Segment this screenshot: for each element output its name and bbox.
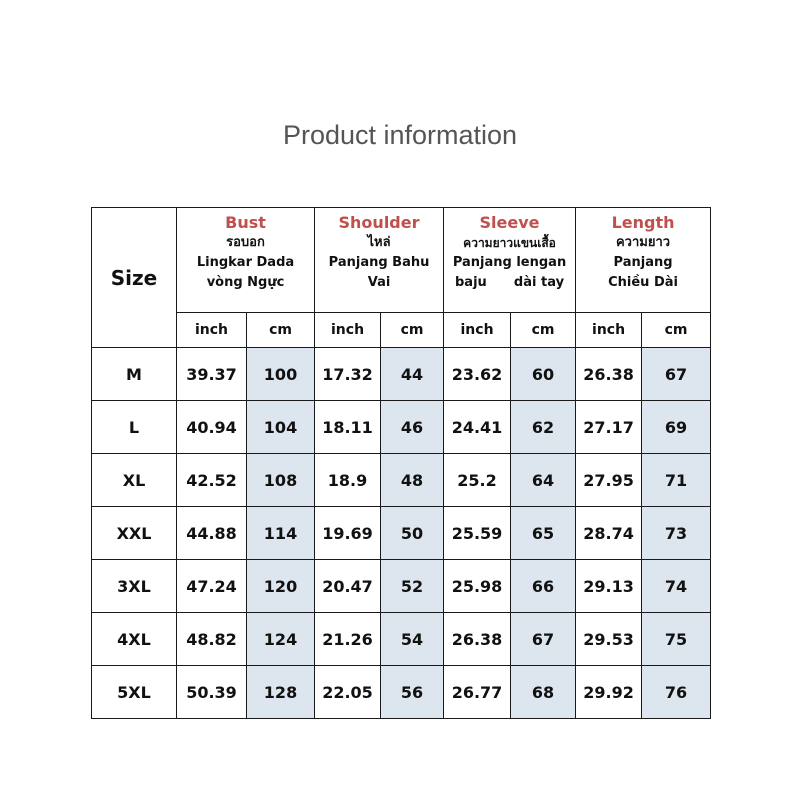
size-cell: XXL [92, 507, 177, 560]
bust-label: Bust [225, 213, 266, 232]
table-row [92, 401, 711, 454]
value-cell: 75 [642, 613, 711, 666]
value-cell: 64 [511, 454, 576, 507]
value-cell: 108 [247, 454, 315, 507]
page-title: Product information [282, 120, 518, 150]
shoulder-label: Shoulder [338, 213, 420, 232]
value-cell: 18.9 [315, 454, 381, 507]
shoulder-label-th: ไหล่ [367, 235, 391, 250]
sleeve-inch-header: inch [444, 313, 511, 348]
value-cell: 50.39 [177, 666, 247, 719]
value-cell: 20.47 [315, 560, 381, 613]
length-label-th: ความยาว [615, 235, 671, 250]
table-row [92, 507, 711, 560]
length-label: Length [611, 213, 675, 232]
value-cell: 18.11 [315, 401, 381, 454]
length-header [576, 208, 711, 313]
value-cell: 124 [247, 613, 315, 666]
value-cell: 24.41 [444, 401, 511, 454]
value-cell: 52 [381, 560, 444, 613]
sleeve-label-th: ความยาวแขนเสื้อ [463, 236, 556, 250]
value-cell: 104 [247, 401, 315, 454]
shoulder-inch-header: inch [315, 313, 381, 348]
value-cell: 73 [642, 507, 711, 560]
value-cell: 26.77 [444, 666, 511, 719]
value-cell: 74 [642, 560, 711, 613]
value-cell: 66 [511, 560, 576, 613]
value-cell: 28.74 [576, 507, 642, 560]
value-cell: 44.88 [177, 507, 247, 560]
value-cell: 68 [511, 666, 576, 719]
value-cell: 60 [511, 348, 576, 401]
bust-label-th: รอบอก [226, 235, 265, 250]
value-cell: 27.17 [576, 401, 642, 454]
value-cell: 50 [381, 507, 444, 560]
table-row [92, 560, 711, 613]
value-cell: 26.38 [576, 348, 642, 401]
size-cell: 3XL [92, 560, 177, 613]
value-cell: 100 [247, 348, 315, 401]
bust-label-vi: vòng Ngực [206, 275, 285, 290]
length-label-vi: Chiều Dài [608, 275, 678, 290]
value-cell: 22.05 [315, 666, 381, 719]
value-cell: 25.2 [444, 454, 511, 507]
value-cell: 67 [511, 613, 576, 666]
sleeve-label-vi: baju dài tay [454, 275, 565, 290]
value-cell: 23.62 [444, 348, 511, 401]
value-cell: 17.32 [315, 348, 381, 401]
length-inch-header: inch [576, 313, 642, 348]
value-cell: 25.59 [444, 507, 511, 560]
value-cell: 54 [381, 613, 444, 666]
value-cell: 19.69 [315, 507, 381, 560]
size-cell: M [92, 348, 177, 401]
size-cell: 4XL [92, 613, 177, 666]
size-cell: 5XL [92, 666, 177, 719]
value-cell: 56 [381, 666, 444, 719]
bust-label-id: Lingkar Dada [196, 255, 295, 270]
value-cell: 128 [247, 666, 315, 719]
value-cell: 40.94 [177, 401, 247, 454]
value-cell: 67 [642, 348, 711, 401]
value-cell: 27.95 [576, 454, 642, 507]
value-cell: 44 [381, 348, 444, 401]
value-cell: 25.98 [444, 560, 511, 613]
value-cell: 29.53 [576, 613, 642, 666]
sleeve-label: Sleeve [479, 213, 540, 232]
value-cell: 48.82 [177, 613, 247, 666]
sleeve-header [444, 208, 576, 313]
bust-header [177, 208, 315, 313]
table-row [92, 666, 711, 719]
table-row [92, 348, 711, 401]
value-cell: 21.26 [315, 613, 381, 666]
value-cell: 29.92 [576, 666, 642, 719]
sleeve-cm-header: cm [511, 313, 576, 348]
size-header: Size [92, 208, 177, 348]
size-cell: L [92, 401, 177, 454]
value-cell: 76 [642, 666, 711, 719]
shoulder-cm-header: cm [381, 313, 444, 348]
value-cell: 39.37 [177, 348, 247, 401]
shoulder-label-vi: Vai [367, 275, 391, 290]
value-cell: 47.24 [177, 560, 247, 613]
length-label-id: Panjang [613, 255, 673, 270]
shoulder-label-id: Panjang Bahu [328, 255, 430, 270]
bust-cm-header: cm [247, 313, 315, 348]
value-cell: 62 [511, 401, 576, 454]
value-cell: 120 [247, 560, 315, 613]
size-chart-table [91, 207, 711, 719]
sleeve-label-id: Panjang lengan [452, 255, 567, 270]
table-row [92, 454, 711, 507]
bust-inch-header: inch [177, 313, 247, 348]
table-row [92, 613, 711, 666]
value-cell: 69 [642, 401, 711, 454]
value-cell: 46 [381, 401, 444, 454]
size-cell: XL [92, 454, 177, 507]
value-cell: 26.38 [444, 613, 511, 666]
value-cell: 65 [511, 507, 576, 560]
value-cell: 114 [247, 507, 315, 560]
length-cm-header: cm [642, 313, 711, 348]
value-cell: 42.52 [177, 454, 247, 507]
value-cell: 71 [642, 454, 711, 507]
value-cell: 48 [381, 454, 444, 507]
shoulder-header [315, 208, 444, 313]
value-cell: 29.13 [576, 560, 642, 613]
